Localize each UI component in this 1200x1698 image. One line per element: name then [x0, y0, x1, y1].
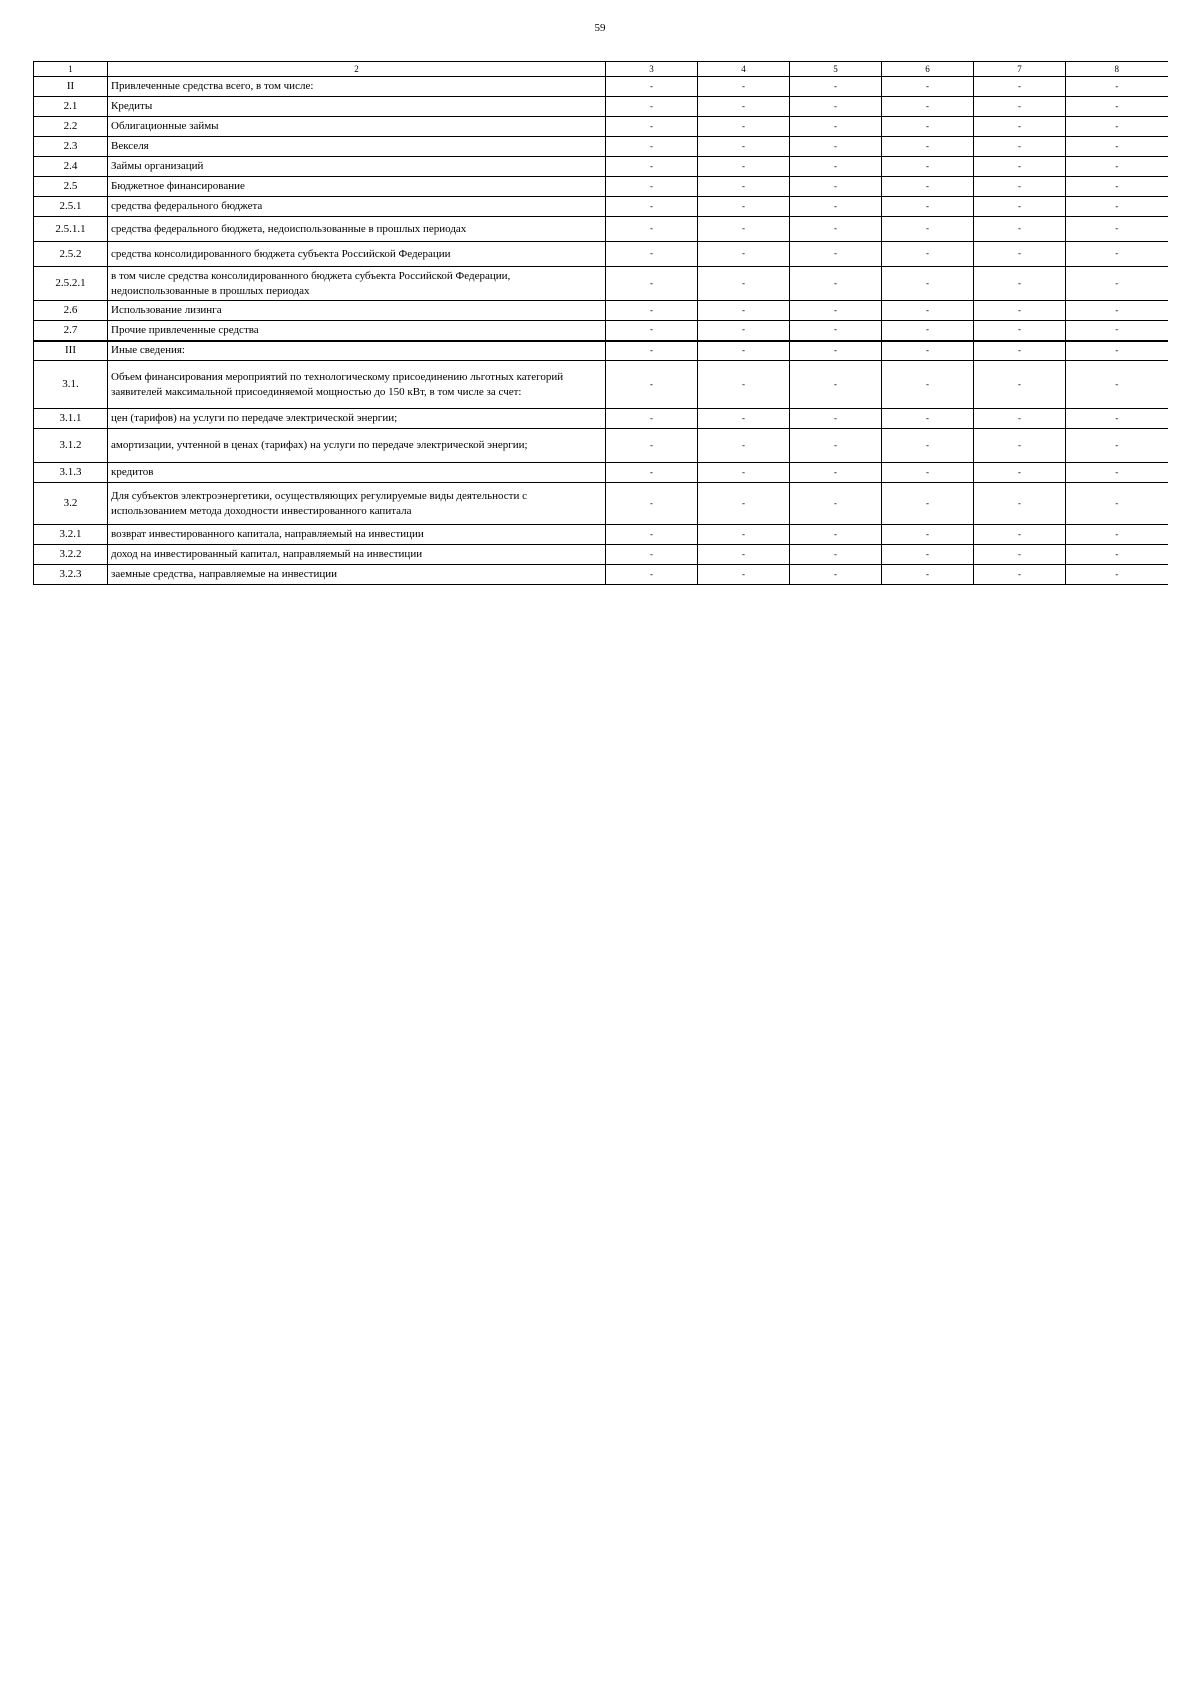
value-cell: - — [1066, 301, 1168, 321]
value-cell: - — [1066, 565, 1168, 585]
table-row — [34, 301, 1168, 321]
column-header: 7 — [974, 62, 1066, 77]
value-cell: - — [882, 97, 974, 117]
value-cell: - — [974, 117, 1066, 137]
row-number-cell: 2.5.2 — [34, 242, 108, 267]
value-cell: - — [790, 545, 882, 565]
table-row — [34, 242, 1168, 267]
row-name-cell: средства консолидированного бюджета субъекта Российской Федерации — [108, 242, 606, 267]
value-cell: - — [882, 77, 974, 97]
value-cell: - — [1066, 361, 1168, 409]
value-cell: - — [882, 341, 974, 361]
column-header: 3 — [606, 62, 698, 77]
row-number-cell: III — [34, 341, 108, 361]
value-cell: - — [974, 525, 1066, 545]
value-cell: - — [790, 197, 882, 217]
value-cell: - — [790, 177, 882, 197]
value-cell: - — [1066, 117, 1168, 137]
value-cell: - — [698, 341, 790, 361]
table-row — [34, 217, 1168, 242]
value-cell: - — [606, 361, 698, 409]
value-cell: - — [606, 267, 698, 301]
row-name-cell: заемные средства, направляемые на инвестиции — [108, 565, 606, 585]
value-cell: - — [698, 565, 790, 585]
value-cell: - — [606, 429, 698, 463]
value-cell: - — [1066, 341, 1168, 361]
table-row — [34, 267, 1168, 301]
table-row — [34, 197, 1168, 217]
value-cell: - — [882, 177, 974, 197]
value-cell: - — [698, 117, 790, 137]
column-header: 5 — [790, 62, 882, 77]
row-number-cell: II — [34, 77, 108, 97]
row-number-cell: 3.1. — [34, 361, 108, 409]
value-cell: - — [974, 301, 1066, 321]
row-name-cell: Векселя — [108, 137, 606, 157]
value-cell: - — [698, 429, 790, 463]
value-cell: - — [790, 267, 882, 301]
value-cell: - — [882, 137, 974, 157]
value-cell: - — [974, 409, 1066, 429]
value-cell: - — [974, 429, 1066, 463]
value-cell: - — [606, 137, 698, 157]
table-row — [34, 117, 1168, 137]
table-row — [34, 409, 1168, 429]
value-cell: - — [698, 321, 790, 341]
row-name-cell: амортизации, учтенной в ценах (тарифах) на услуги по передаче электрической энергии; — [108, 429, 606, 463]
value-cell: - — [974, 197, 1066, 217]
value-cell: - — [1066, 97, 1168, 117]
value-cell: - — [1066, 525, 1168, 545]
value-cell: - — [790, 409, 882, 429]
value-cell: - — [882, 463, 974, 483]
row-name-cell: средства федерального бюджета, недоиспользованные в прошлых периодах — [108, 217, 606, 242]
value-cell: - — [882, 321, 974, 341]
row-number-cell: 2.1 — [34, 97, 108, 117]
table-row — [34, 361, 1168, 409]
value-cell: - — [606, 117, 698, 137]
column-header: 8 — [1066, 62, 1168, 77]
value-cell: - — [606, 301, 698, 321]
row-name-cell: Привлеченные средства всего, в том числе: — [108, 77, 606, 97]
value-cell: - — [698, 97, 790, 117]
value-cell: - — [882, 525, 974, 545]
value-cell: - — [790, 217, 882, 242]
row-number-cell: 3.2 — [34, 483, 108, 525]
value-cell: - — [1066, 157, 1168, 177]
row-number-cell: 2.7 — [34, 321, 108, 341]
value-cell: - — [882, 429, 974, 463]
table-row — [34, 565, 1168, 585]
value-cell: - — [882, 361, 974, 409]
value-cell: - — [882, 117, 974, 137]
value-cell: - — [1066, 217, 1168, 242]
value-cell: - — [974, 97, 1066, 117]
row-number-cell: 2.5.1 — [34, 197, 108, 217]
value-cell: - — [698, 267, 790, 301]
value-cell: - — [1066, 321, 1168, 341]
table-row — [34, 525, 1168, 545]
value-cell: - — [698, 409, 790, 429]
row-name-cell: цен (тарифов) на услуги по передаче электрической энергии; — [108, 409, 606, 429]
value-cell: - — [1066, 545, 1168, 565]
row-number-cell: 3.1.2 — [34, 429, 108, 463]
value-cell: - — [698, 545, 790, 565]
row-name-cell: Бюджетное финансирование — [108, 177, 606, 197]
row-number-cell: 2.5 — [34, 177, 108, 197]
value-cell: - — [882, 267, 974, 301]
row-name-cell: возврат инвестированного капитала, направляемый на инвестиции — [108, 525, 606, 545]
row-name-cell: Объем финансирования мероприятий по технологическому присоединению льготных категорий заявителей максимальной присоединяемой мощностью до 150 кВт, в том числе за счет: — [108, 361, 606, 409]
row-number-cell: 3.2.2 — [34, 545, 108, 565]
value-cell: - — [974, 463, 1066, 483]
table-row — [34, 77, 1168, 97]
row-number-cell: 2.3 — [34, 137, 108, 157]
value-cell: - — [974, 267, 1066, 301]
value-cell: - — [606, 77, 698, 97]
value-cell: - — [790, 242, 882, 267]
row-name-cell: Прочие привлеченные средства — [108, 321, 606, 341]
value-cell: - — [606, 197, 698, 217]
value-cell: - — [698, 137, 790, 157]
column-header: 6 — [882, 62, 974, 77]
value-cell: - — [606, 157, 698, 177]
value-cell: - — [698, 463, 790, 483]
value-cell: - — [974, 565, 1066, 585]
value-cell: - — [698, 177, 790, 197]
row-number-cell: 2.2 — [34, 117, 108, 137]
value-cell: - — [882, 483, 974, 525]
value-cell: - — [790, 321, 882, 341]
value-cell: - — [606, 217, 698, 242]
value-cell: - — [790, 137, 882, 157]
value-cell: - — [790, 361, 882, 409]
value-cell: - — [974, 137, 1066, 157]
row-name-cell: в том числе средства консолидированного бюджета субъекта Российской Федерации, недоиспользованные в прошлых периодах — [108, 267, 606, 301]
value-cell: - — [790, 77, 882, 97]
row-name-cell: Облигационные займы — [108, 117, 606, 137]
row-number-cell: 3.2.1 — [34, 525, 108, 545]
table-row — [34, 97, 1168, 117]
value-cell: - — [1066, 483, 1168, 525]
table-row — [34, 321, 1168, 341]
value-cell: - — [882, 409, 974, 429]
row-name-cell: Для субъектов электроэнергетики, осуществляющих регулируемые виды деятельности с использованием метода доходности инвестированного капитала — [108, 483, 606, 525]
value-cell: - — [882, 197, 974, 217]
value-cell: - — [606, 242, 698, 267]
row-name-cell: Займы организаций — [108, 157, 606, 177]
value-cell: - — [1066, 429, 1168, 463]
row-name-cell: Кредиты — [108, 97, 606, 117]
value-cell: - — [698, 217, 790, 242]
value-cell: - — [790, 429, 882, 463]
row-number-cell: 3.1.3 — [34, 463, 108, 483]
value-cell: - — [606, 525, 698, 545]
value-cell: - — [790, 483, 882, 525]
investment-sources-table — [33, 61, 1168, 585]
value-cell: - — [882, 545, 974, 565]
table-row — [34, 545, 1168, 565]
value-cell: - — [790, 565, 882, 585]
value-cell: - — [1066, 463, 1168, 483]
value-cell: - — [1066, 177, 1168, 197]
row-number-cell: 2.4 — [34, 157, 108, 177]
row-number-cell: 2.5.1.1 — [34, 217, 108, 242]
table-row — [34, 341, 1168, 361]
value-cell: - — [606, 483, 698, 525]
row-name-cell: средства федерального бюджета — [108, 197, 606, 217]
value-cell: - — [974, 217, 1066, 242]
value-cell: - — [698, 242, 790, 267]
value-cell: - — [974, 361, 1066, 409]
column-number-header-row — [34, 62, 1168, 77]
value-cell: - — [698, 157, 790, 177]
row-number-cell: 2.5.2.1 — [34, 267, 108, 301]
table-row — [34, 177, 1168, 197]
value-cell: - — [606, 409, 698, 429]
value-cell: - — [974, 483, 1066, 525]
value-cell: - — [974, 321, 1066, 341]
value-cell: - — [882, 242, 974, 267]
table-row — [34, 483, 1168, 525]
row-name-cell: Иные сведения: — [108, 341, 606, 361]
column-header: 4 — [698, 62, 790, 77]
value-cell: - — [606, 463, 698, 483]
page-number: 59 — [594, 22, 606, 34]
value-cell: - — [974, 341, 1066, 361]
value-cell: - — [790, 301, 882, 321]
value-cell: - — [606, 321, 698, 341]
value-cell: - — [974, 177, 1066, 197]
table-row — [34, 137, 1168, 157]
value-cell: - — [790, 341, 882, 361]
value-cell: - — [698, 483, 790, 525]
value-cell: - — [1066, 137, 1168, 157]
value-cell: - — [1066, 77, 1168, 97]
row-name-cell: кредитов — [108, 463, 606, 483]
row-name-cell: доход на инвестированный капитал, направляемый на инвестиции — [108, 545, 606, 565]
value-cell: - — [882, 157, 974, 177]
value-cell: - — [974, 545, 1066, 565]
value-cell: - — [790, 97, 882, 117]
value-cell: - — [606, 565, 698, 585]
value-cell: - — [698, 301, 790, 321]
row-number-cell: 3.1.1 — [34, 409, 108, 429]
column-header: 2 — [108, 62, 606, 77]
value-cell: - — [790, 525, 882, 545]
column-header: 1 — [34, 62, 108, 77]
table-row — [34, 429, 1168, 463]
value-cell: - — [606, 97, 698, 117]
value-cell: - — [606, 177, 698, 197]
value-cell: - — [698, 197, 790, 217]
value-cell: - — [1066, 409, 1168, 429]
value-cell: - — [790, 117, 882, 137]
value-cell: - — [882, 217, 974, 242]
value-cell: - — [790, 157, 882, 177]
value-cell: - — [606, 545, 698, 565]
value-cell: - — [698, 525, 790, 545]
value-cell: - — [606, 341, 698, 361]
row-number-cell: 3.2.3 — [34, 565, 108, 585]
value-cell: - — [1066, 267, 1168, 301]
value-cell: - — [974, 242, 1066, 267]
value-cell: - — [698, 361, 790, 409]
table-row — [34, 157, 1168, 177]
value-cell: - — [698, 77, 790, 97]
value-cell: - — [1066, 197, 1168, 217]
table-row — [34, 463, 1168, 483]
value-cell: - — [974, 157, 1066, 177]
value-cell: - — [790, 463, 882, 483]
value-cell: - — [1066, 242, 1168, 267]
value-cell: - — [882, 301, 974, 321]
row-number-cell: 2.6 — [34, 301, 108, 321]
row-name-cell: Использование лизинга — [108, 301, 606, 321]
value-cell: - — [882, 565, 974, 585]
value-cell: - — [974, 77, 1066, 97]
